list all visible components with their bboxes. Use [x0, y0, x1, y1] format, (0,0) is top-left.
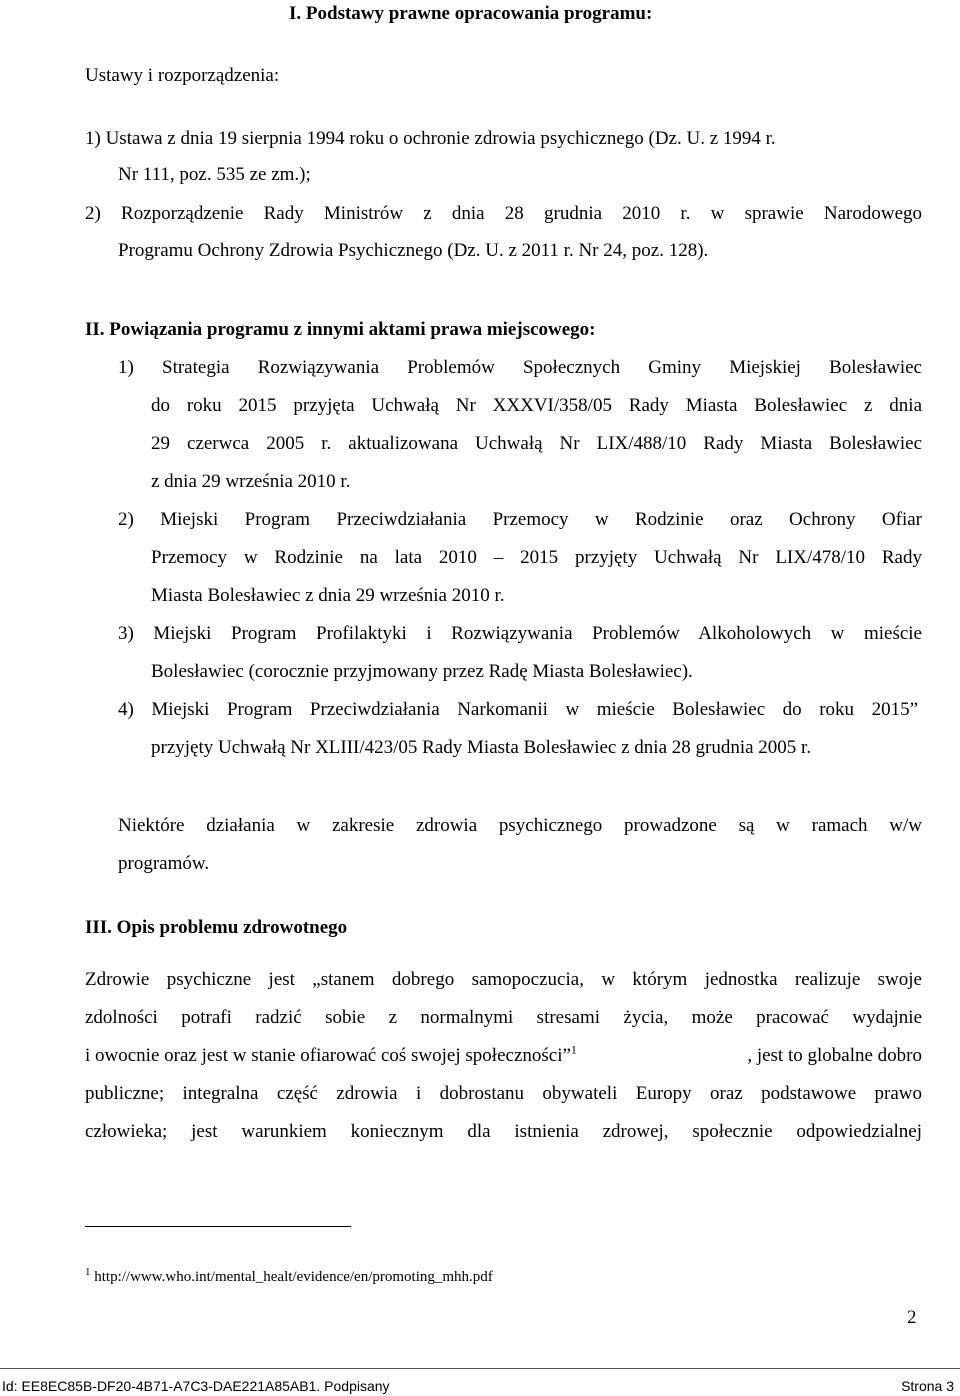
section-2-title: II. Powiązania programu z innymi aktami prawa miejscowego: [85, 319, 596, 340]
footer-id: Id: EE8EC85B-DF20-4B71-A7C3-DAE221A85AB1. Podpisany [2, 1378, 390, 1394]
footnote-separator [85, 1226, 351, 1227]
paragraph-text: i owocnie oraz jest w stanie ofiarować coś swojej społeczności” [85, 1045, 571, 1066]
list-item: 2) Miejski Program Przeciwdziałania Przemocy w Rodzinie oraz Ochrony Ofiar [118, 509, 922, 530]
paragraph-line [85, 1044, 922, 1068]
footnote-ref[interactable]: 1 [570, 1042, 577, 1057]
page-number: 2 [907, 1307, 917, 1328]
list-item: 1) Strategia Rozwiązywania Problemów Społecznych Gminy Miejskiej Bolesławiec [118, 357, 922, 378]
section-1-title: I. Podstawy prawne opracowania programu: [289, 3, 653, 24]
section-1-subtitle: Ustawy i rozporządzenia: [85, 65, 280, 86]
paragraph-line: człowieka; jest warunkiem koniecznym dla istnienia zdrowej, społecznie odpowiedzialnej [85, 1121, 922, 1142]
footnote-link[interactable]: http://www.who.int/mental_healt/evidence/en/promoting_mhh.pdf [94, 1269, 493, 1285]
list-item: Nr 111, poz. 535 ze zm.); [118, 164, 311, 185]
footnote [85, 1267, 493, 1287]
section-2-note: Niektóre działania w zakresie zdrowia psychicznego prowadzone są w ramach w/w [118, 815, 922, 836]
list-item: Miasta Bolesławiec z dnia 29 września 2010 r. [151, 585, 505, 606]
list-item: 29 czerwca 2005 r. aktualizowana Uchwałą Nr LIX/488/10 Rady Miasta Bolesławiec [151, 433, 922, 454]
section-2-note: programów. [118, 853, 210, 874]
list-item: 1) Ustawa z dnia 19 sierpnia 1994 roku o ochronie zdrowia psychicznego (Dz. U. z 1994 r. [85, 128, 776, 149]
section-3-title: III. Opis problemu zdrowotnego [85, 917, 348, 938]
list-item: z dnia 29 września 2010 r. [151, 471, 351, 492]
paragraph-line: Zdrowie psychiczne jest „stanem dobrego samopoczucia, w którym jednostka realizuje swoje [85, 969, 922, 990]
list-item: 3) Miejski Program Profilaktyki i Rozwiązywania Problemów Alkoholowych w mieście [118, 623, 922, 644]
paragraph-line: publiczne; integralna część zdrowia i dobrostanu obywateli Europy oraz podstawowe prawo [85, 1083, 922, 1104]
list-item: 2) Rozporządzenie Rady Ministrów z dnia 28 grudnia 2010 r. w sprawie Narodowego [85, 203, 922, 224]
paragraph-fragment [85, 1044, 577, 1068]
paragraph-line: zdolności potrafi radzić sobie z normalnymi stresami życia, może pracować wydajnie [85, 1007, 922, 1028]
footer-divider [0, 1368, 960, 1369]
footer-page-label: Strona 3 [901, 1378, 954, 1394]
footnote-number: 1 [85, 1266, 91, 1278]
list-item: Programu Ochrony Zdrowia Psychicznego (Dz. U. z 2011 r. Nr 24, poz. 128). [118, 240, 709, 261]
list-item: przyjęty Uchwałą Nr XLIII/423/05 Rady Miasta Bolesławiec z dnia 28 grudnia 2005 r. [151, 737, 812, 758]
list-item: 4) Miejski Program Przeciwdziałania Narkomanii w mieście Bolesławiec do roku 2015” [118, 699, 918, 720]
list-item: Przemocy w Rodzinie na lata 2010 – 2015 przyjęty Uchwałą Nr LIX/478/10 Rady [151, 547, 922, 568]
list-item: do roku 2015 przyjęta Uchwałą Nr XXXVI/358/05 Rady Miasta Bolesławiec z dnia [151, 395, 922, 416]
list-item: Bolesławiec (corocznie przyjmowany przez Radę Miasta Bolesławiec). [151, 661, 693, 682]
paragraph-text: , jest to globalne dobro [747, 1045, 922, 1066]
